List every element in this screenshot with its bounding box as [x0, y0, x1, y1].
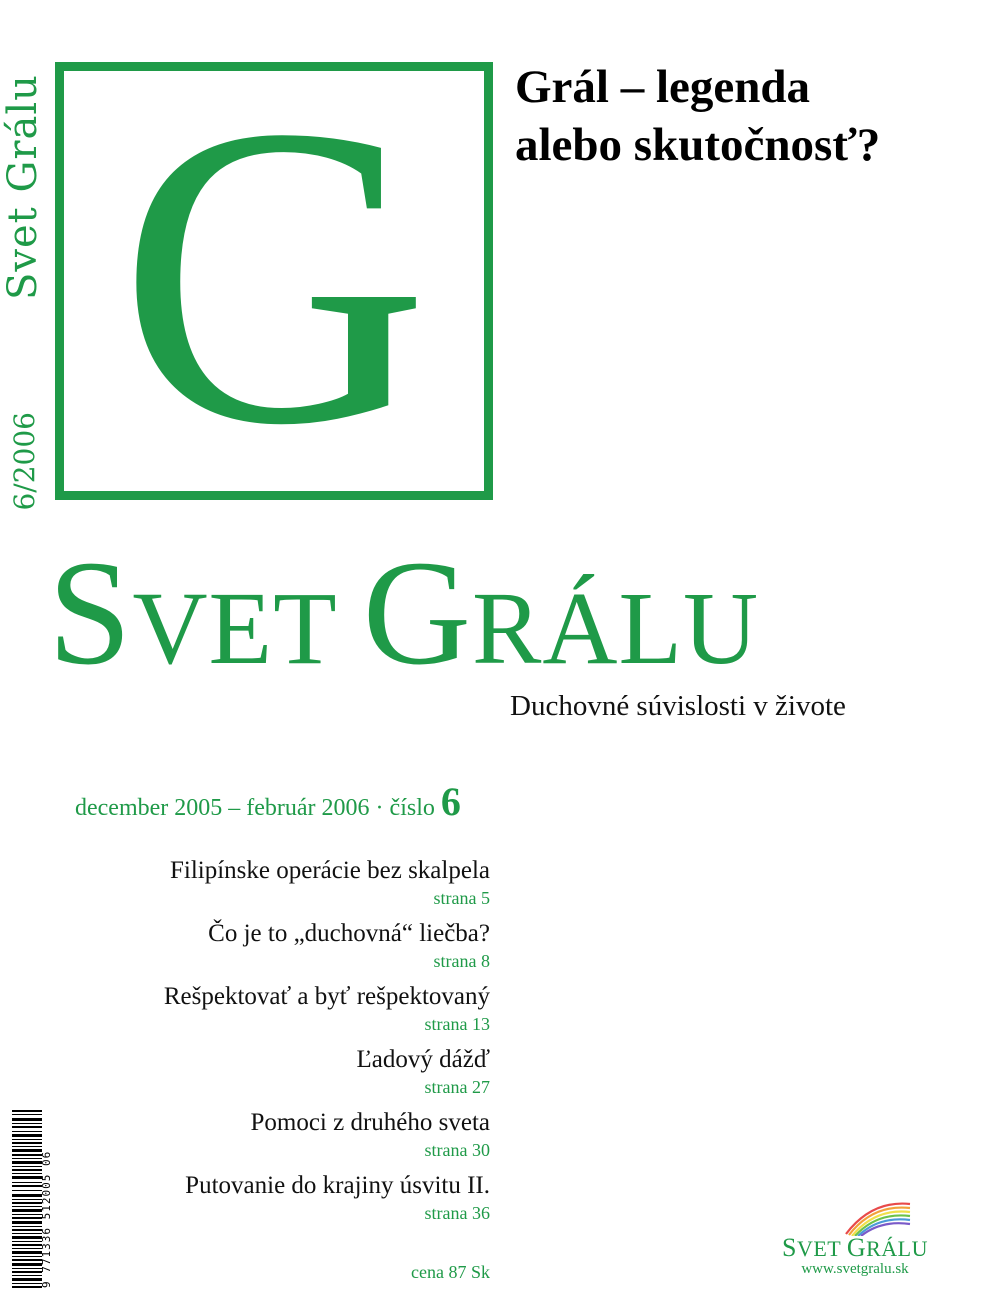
- contents-item-page: strana 36: [424, 1203, 490, 1223]
- footer-logo-name: [780, 1233, 930, 1262]
- contents-item-page: strana 13: [424, 1014, 490, 1034]
- spine-issue: 6/2006: [8, 412, 41, 511]
- g-logo-box: [55, 38, 493, 514]
- spine-title: Svet Grálu: [0, 74, 46, 300]
- footer-logo-rest-1: VET: [796, 1236, 847, 1261]
- headline-line-2: alebo skutočnosť?: [515, 119, 881, 171]
- contents-item-title: Rešpektovať a byť rešpektovaný: [163, 983, 490, 1010]
- contents-item-page: strana 5: [433, 888, 490, 908]
- masthead-cap-1: S: [48, 530, 133, 696]
- cover-headline: [515, 58, 985, 174]
- masthead: [48, 530, 948, 696]
- contents-list: [70, 855, 490, 1233]
- contents-item: [70, 1107, 490, 1170]
- contents-item-title: Putovanie do krajiny úsvitu II.: [185, 1172, 490, 1199]
- rainbow-icon: [842, 1198, 912, 1236]
- contents-item-title: Čo je to „duchovná“ liečba?: [208, 920, 490, 947]
- contents-item-title: Ľadový dážď: [356, 1046, 490, 1073]
- masthead-rest-1: VET: [132, 571, 336, 686]
- footer-logo-rest-2: RÁLU: [866, 1236, 928, 1261]
- g-logo-letter: G: [118, 38, 430, 514]
- price: cena 87 Sk: [411, 1262, 490, 1282]
- contents-item-title: Pomoci z druhého sveta: [250, 1109, 490, 1136]
- contents-item: [70, 1170, 490, 1233]
- footer-logo-url: www.svetgralu.sk: [801, 1261, 909, 1277]
- footer-logo-cap-2: G: [846, 1233, 867, 1262]
- issue-line: [75, 778, 505, 825]
- contents-item: [70, 1044, 490, 1107]
- issue-date: december 2005 – február 2006 · číslo: [75, 795, 435, 821]
- spine: [0, 60, 46, 511]
- contents-item-title: Filipínske operácie bez skalpela: [169, 857, 490, 884]
- masthead-rest-2: RÁLU: [472, 571, 760, 686]
- barcode-icon: [12, 1110, 42, 1288]
- footer-logo-cap-1: S: [781, 1233, 797, 1262]
- masthead-cap-2: G: [362, 530, 473, 696]
- barcode-digits: 9 771336 512005 06: [40, 1150, 53, 1288]
- footer-logo: [780, 1198, 930, 1288]
- masthead-subtitle: Duchovné súvislosti v živote: [510, 690, 846, 722]
- contents-item-page: strana 8: [433, 951, 490, 971]
- contents-item-page: strana 30: [424, 1140, 490, 1160]
- contents-item: [70, 855, 490, 918]
- contents-item: [70, 918, 490, 981]
- contents-item-page: strana 27: [424, 1077, 490, 1097]
- issue-number: 6: [440, 779, 461, 824]
- contents-item: [70, 981, 490, 1044]
- headline-line-1: Grál – legenda: [515, 61, 811, 113]
